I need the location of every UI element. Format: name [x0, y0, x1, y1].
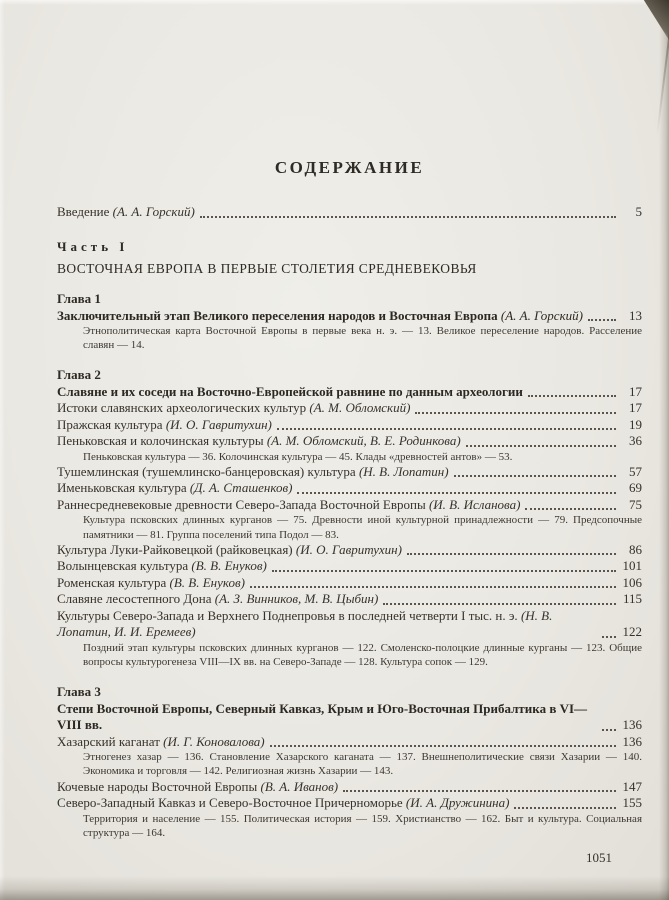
toc-entry: [57, 464, 642, 481]
dot-leader: [200, 216, 616, 218]
entry-authors: (И. О. Гавритухин): [292, 541, 402, 557]
entry-page: 17: [629, 383, 642, 399]
entry-page: 147: [622, 778, 642, 794]
page-number: 1051: [586, 850, 612, 866]
entry-page: 17: [629, 400, 642, 416]
dot-leader: [588, 319, 616, 321]
entry-authors: (Н. В. Лопатин): [355, 463, 449, 479]
dot-leader: [525, 508, 616, 510]
entry-authors: (В. В. Енуков): [166, 574, 245, 590]
entry-authors: (А. А. Горский): [497, 307, 583, 323]
dot-leader: [514, 807, 616, 809]
scan-edge-top-highlight: [0, 0, 669, 5]
toc-subentry: Территория и население — 155. Политическая история — 159. Христианство — 162. Быт и культура. Социальная структура — 164.: [83, 812, 642, 839]
entry-title: Введение (А. А. Горский): [57, 204, 195, 219]
entry-page: 57: [629, 463, 642, 479]
dot-leader: [272, 570, 616, 572]
entry-title: Хазарский каганат (И. Г. Коновалова): [57, 733, 265, 749]
toc-content: [57, 158, 642, 866]
entry-authors: (В. А. Иванов): [257, 778, 339, 794]
entry-title: Тушемлинская (тушемлинско-банцеровская) культура (Н. В. Лопатин): [57, 463, 449, 479]
entry-authors: (Н. В. Лопатин, И. И. Еремеев): [57, 607, 553, 640]
toc-entry: [57, 497, 642, 514]
toc-entry: [57, 795, 642, 812]
toc-entry: [57, 433, 642, 450]
dot-leader: [454, 475, 616, 477]
scan-edge-right-shadow: [659, 0, 669, 900]
entry-page: 86: [629, 541, 642, 557]
scan-edge-bottom-shadow: [0, 876, 669, 900]
entry-authors: (Д. А. Сташенков): [186, 480, 293, 496]
entry-title: Славяне лесостепного Дона (А. З. Винников, М. В. Цыбин): [57, 591, 379, 607]
dot-leader: [407, 553, 616, 555]
dot-leader: [383, 603, 616, 605]
toc-subentry: Этногенез хазар — 136. Становление Хазарского каганата — 137. Внешнеполитические связи Хазарии — 140. Экономика и торговля — 142. Религиозная жизнь Хазарии — 143.: [83, 751, 642, 778]
entry-page: 19: [629, 416, 642, 432]
dot-leader: [270, 745, 616, 747]
entry-title: Пражская культура (И. О. Гавритухин): [57, 416, 272, 432]
entry-title: Кочевые народы Восточной Европы (В. А. Иванов): [57, 778, 339, 794]
entry-authors: (А. М. Обломский, В. Е. Родинкова): [263, 433, 461, 449]
dot-leader: [415, 412, 616, 414]
scan-corner-shadow: [633, 0, 669, 40]
entry-page: 106: [622, 574, 642, 590]
toc-entry: [57, 204, 642, 221]
toc-entry: [57, 480, 642, 497]
entry-page: 115: [622, 591, 642, 607]
entry-authors: (И. Г. Коновалова): [159, 733, 265, 749]
scan-scratch-line: [656, 6, 669, 135]
entry-authors: (А. А. Горский): [109, 204, 195, 219]
toc-entry: [57, 558, 642, 575]
dot-leader: [528, 395, 616, 397]
entry-page: 136: [622, 733, 642, 749]
chapter-label: Глава 1: [57, 290, 101, 306]
toc-subentry: Этнополитическая карта Восточной Европы в первые века н. э. — 13. Великое переселение народов. Расселение славян — 14.: [83, 325, 642, 352]
toc-entry: [57, 417, 642, 434]
chapter-label: Глава 3: [57, 683, 101, 699]
entry-title: Славяне и их соседи на Восточно-Европейской равнине по данным археологии: [57, 383, 523, 399]
toc: [57, 204, 642, 840]
toc-entry: [57, 400, 642, 417]
entry-authors: (И. О. Гавритухин): [162, 416, 272, 432]
entry-page: 36: [629, 433, 642, 449]
entry-title: Волынцевская культура (В. В. Енуков): [57, 558, 267, 574]
entry-title: Заключительный этап Великого переселения народов и Восточная Европа (А. А. Горский): [57, 307, 583, 323]
toc-entry: [57, 591, 642, 608]
chapter-label: Глава 2: [57, 366, 101, 382]
entry-page: 155: [622, 795, 642, 811]
dot-leader: [602, 636, 616, 638]
entry-page: 69: [629, 480, 642, 496]
entry-page: 13: [629, 307, 642, 323]
scan-edge-left-highlight: [0, 0, 5, 900]
toc-entry: [57, 575, 642, 592]
toc-subentry: Культура псковских длинных курганов — 75. Древности иной культурной принадлежности — 79. Предсопочные памятники — 81. Группа поселений типа Подол — 83.: [83, 514, 642, 541]
entry-title: Роменская культура (В. В. Енуков): [57, 574, 245, 590]
toc-chapter-entry: [57, 701, 642, 734]
toc-chapter-entry: [57, 384, 642, 401]
toc-subentry: Поздний этап культуры псковских длинных курганов — 122. Смоленско-полоцкие длинные курганы — 123. Общие вопросы культурогенеза VIII—IX вв. на Северо-Западе — 128. Культура сопок — 129.: [83, 641, 642, 669]
toc-entry: [57, 542, 642, 559]
dot-leader: [343, 790, 616, 792]
entry-title: Пеньковская и колочинская культуры (А. М. Обломский, В. Е. Родинкова): [57, 433, 461, 449]
entry-page: 75: [629, 496, 642, 512]
dot-leader: [602, 729, 616, 731]
entry-page: 101: [622, 558, 642, 574]
entry-title: Культура Луки-Райковецкой (райковецкая) (И. О. Гавритухин): [57, 541, 402, 557]
page-title: СОДЕРЖАНИЕ: [274, 158, 425, 177]
entry-authors: (И. А. Дружинина): [402, 795, 510, 811]
entry-page: 122: [622, 624, 642, 640]
entry-page: 136: [622, 717, 642, 733]
entry-title: Именьковская культура (Д. А. Сташенков): [57, 480, 293, 496]
entry-page: 5: [635, 204, 642, 219]
toc-entry: [57, 734, 642, 751]
entry-title: Культуры Северо-Запада и Верхнего Поднепровья в последней четверти I тыс. н. э. (Н. В. Лопатин, И. И. Еремеев): [57, 607, 553, 640]
dot-leader: [250, 586, 616, 588]
dot-leader: [466, 445, 616, 447]
entry-authors: (И. В. Исланова): [425, 496, 521, 512]
toc-subentry: Пеньковская культура — 36. Колочинская культура — 45. Клады «древностей антов» — 53.: [83, 450, 513, 463]
part-label: Часть I: [57, 238, 129, 254]
entry-title: Северо-Западный Кавказ и Северо-Восточное Причерноморье (И. А. Дружинина): [57, 795, 510, 811]
toc-entry: [57, 779, 642, 796]
entry-authors: (А. З. Винников, М. В. Цыбин): [211, 591, 379, 607]
part-title: ВОСТОЧНАЯ ЕВРОПА В ПЕРВЫЕ СТОЛЕТИЯ СРЕДНЕВЕКОВЬЯ: [57, 260, 477, 276]
dot-leader: [297, 492, 616, 494]
toc-chapter-entry: [57, 308, 642, 325]
entry-title: Истоки славянских археологических культур (А. М. Обломский): [57, 400, 411, 416]
entry-title: Степи Восточной Европы, Северный Кавказ, Крым и Юго-Восточная Прибалтика в VI—VIII вв.: [57, 700, 588, 733]
entry-title: Раннесредневековые древности Северо-Запада Восточной Европы (И. В. Исланова): [57, 496, 521, 512]
toc-entry: [57, 608, 642, 641]
entry-authors: (А. М. Обломский): [306, 400, 411, 416]
dot-leader: [277, 428, 616, 430]
entry-authors: (В. В. Енуков): [188, 558, 267, 574]
